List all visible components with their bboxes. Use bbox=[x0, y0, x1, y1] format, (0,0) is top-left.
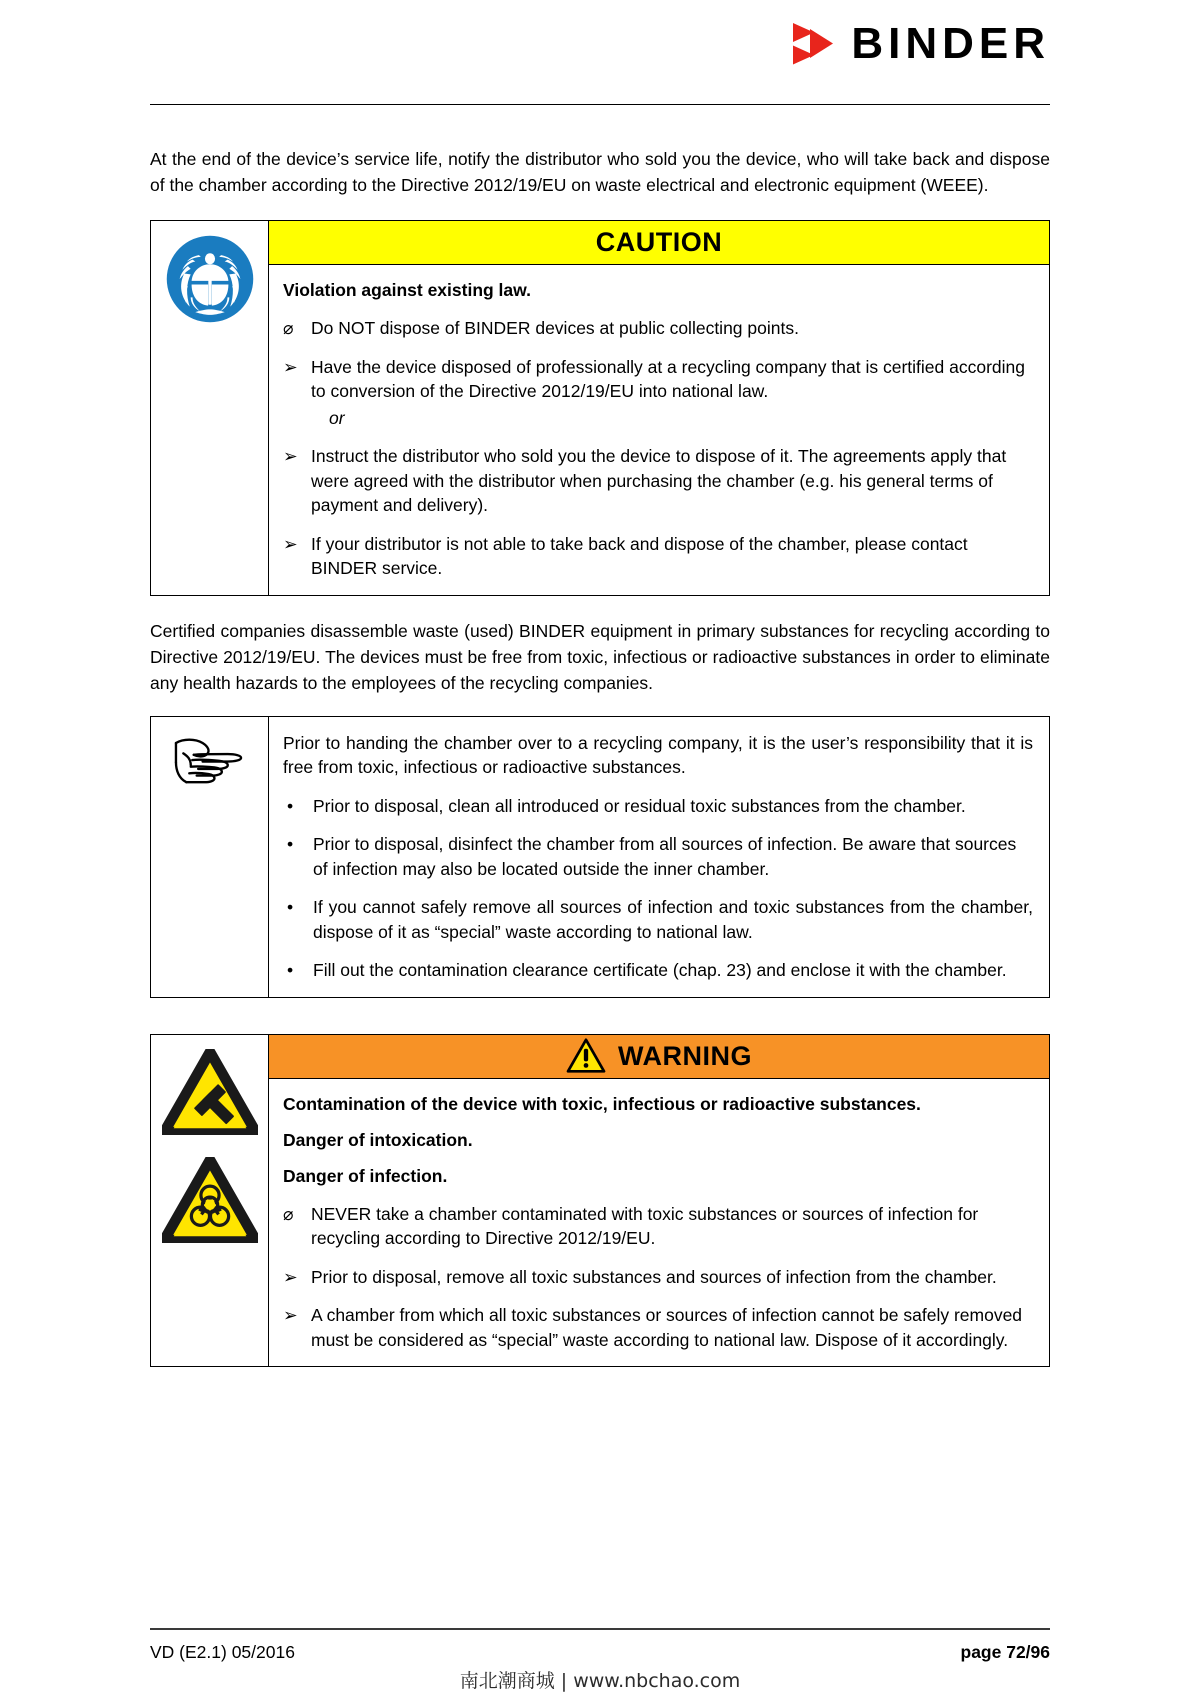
caution-item bbox=[283, 532, 1033, 581]
caution-item-subtext: or bbox=[329, 407, 345, 428]
caution-item-text: Have the device disposed of professionally at a recycling company that is certified according to conversion of the Directive 2012/19/EU into national law. bbox=[311, 356, 1025, 401]
caution-item-text: Instruct the distributor who sold you the device to dispose of it. The agreements apply that were agreed with the distributor when purchasing the chamber (e.g. his general terms of payment and delivery). bbox=[311, 446, 1007, 515]
note-item bbox=[283, 895, 1033, 944]
warning-lead-2: Danger of intoxication. bbox=[283, 1129, 473, 1150]
warning-item-list bbox=[283, 1202, 1033, 1353]
warning-lead-1: Contamination of the device with toxic, infectious or radioactive substances. bbox=[283, 1093, 921, 1114]
arrow-marker: ➢ bbox=[283, 356, 298, 377]
intro-paragraph: At the end of the device’s service life, notify the distributor who sold you the device, who will take back and dispose of the chamber according to the Directive 2012/19/EU on waste electrical and electronic equipment (WEEE). bbox=[150, 149, 1050, 195]
warning-icon-column bbox=[151, 1035, 269, 1367]
prohibition-marker: ⌀ bbox=[283, 1203, 294, 1224]
warning-item-text: NEVER take a chamber contaminated with toxic substances or sources of infection for recycling according to Directive 2012/19/EU. bbox=[311, 1203, 979, 1248]
note-content bbox=[269, 717, 1049, 997]
caution-item bbox=[283, 355, 1033, 431]
caution-item bbox=[283, 444, 1033, 518]
caution-item-text: If your distributor is not able to take back and dispose of the chamber, please contact BINDER service. bbox=[311, 533, 968, 578]
footer-divider bbox=[150, 1628, 1050, 1630]
note-item-text: Fill out the contamination clearance certificate (chap. 23) and enclose it with the chamber. bbox=[313, 960, 1007, 980]
note-item bbox=[283, 958, 1033, 983]
warning-banner bbox=[269, 1035, 1049, 1079]
caution-item-list bbox=[283, 316, 1033, 581]
warning-item bbox=[283, 1303, 1033, 1352]
prohibition-marker: ⌀ bbox=[283, 318, 294, 338]
arrow-marker: ➢ bbox=[283, 1266, 298, 1287]
warning-item-text: Prior to disposal, remove all toxic substances and sources of infection from the chamber. bbox=[311, 1266, 997, 1287]
warning-triangle-icon bbox=[566, 1038, 606, 1074]
note-first-text: Prior to handing the chamber over to a recycling company, it is the user’s responsibility that it is free from toxic, infectious or radioactive substances. bbox=[283, 732, 1033, 777]
note-icon-column bbox=[151, 717, 269, 997]
bullet-marker: • bbox=[287, 897, 294, 917]
caution-item-text: Do NOT dispose of BINDER devices at public collecting points. bbox=[311, 318, 799, 338]
bullet-marker: • bbox=[287, 795, 294, 816]
note-item bbox=[283, 832, 1033, 881]
caution-content bbox=[269, 265, 1049, 595]
note-box bbox=[150, 716, 1050, 998]
binder-triangle-logo-icon bbox=[793, 22, 839, 66]
warning-item-text: A chamber from which all toxic substances or sources of infection cannot be safely removed must be considered as “special” waste according to national law. Dispose of it accordingly. bbox=[311, 1305, 1023, 1350]
warning-lead-3: Danger of infection. bbox=[283, 1165, 448, 1186]
warning-item bbox=[283, 1202, 1033, 1251]
binder-logo bbox=[793, 19, 1050, 68]
page-header bbox=[150, 0, 1050, 106]
arrow-marker: ➢ bbox=[283, 446, 298, 466]
pointing-hand-icon bbox=[173, 737, 247, 789]
warning-content bbox=[269, 1079, 1049, 1367]
caution-banner bbox=[269, 221, 1049, 265]
note-item bbox=[283, 794, 1033, 819]
caution-icon-column bbox=[151, 221, 269, 595]
header-divider bbox=[150, 104, 1050, 105]
footer-document-code: VD (E2.1) 05/2016 bbox=[150, 1642, 295, 1662]
note-item-text: Prior to disposal, clean all introduced or residual toxic substances from the chamber. bbox=[313, 795, 966, 816]
section-spacer bbox=[150, 998, 1050, 1034]
warning-box bbox=[150, 1034, 1050, 1368]
page-footer bbox=[150, 1628, 1050, 1692]
caution-box bbox=[150, 220, 1050, 596]
note-item-list bbox=[283, 794, 1033, 983]
arrow-marker: ➢ bbox=[283, 1305, 298, 1325]
caution-body bbox=[269, 221, 1049, 595]
note-body bbox=[269, 717, 1049, 997]
footer-page-number: page 72/96 bbox=[960, 1642, 1050, 1662]
harmful-irritant-hazard-icon bbox=[162, 1049, 258, 1135]
mid-paragraph: Certified companies disassemble waste (used) BINDER equipment in primary substances for recycling according to Directive 2012/19/EU. The devices must be free from toxic, infectious or radioactive substances in order to eliminate any health hazards to the employees of the recycling companies. bbox=[150, 620, 1050, 693]
warning-body bbox=[269, 1035, 1049, 1367]
brand-wordmark: BINDER bbox=[851, 19, 1050, 68]
bullet-marker: • bbox=[287, 834, 294, 854]
warning-item bbox=[283, 1265, 1033, 1290]
environment-protection-icon bbox=[164, 233, 256, 325]
bullet-marker: • bbox=[287, 960, 294, 980]
arrow-marker: ➢ bbox=[283, 533, 298, 554]
biohazard-icon bbox=[162, 1157, 258, 1243]
warning-banner-label: WARNING bbox=[618, 1040, 752, 1071]
caution-lead: Violation against existing law. bbox=[283, 280, 531, 300]
watermark-text: 南北潮商城 | www.nbchao.com bbox=[459, 1670, 741, 1692]
note-item-text: Prior to disposal, disinfect the chamber from all sources of infection. Be aware that sources of infection may also be located outside the inner chamber. bbox=[313, 834, 1017, 879]
caution-item bbox=[283, 316, 1033, 341]
note-item-text: If you cannot safely remove all sources of infection and toxic substances from the chamber, dispose of it as “special” waste according to national law. bbox=[313, 897, 1033, 942]
caution-banner-label: CAUTION bbox=[595, 227, 723, 257]
